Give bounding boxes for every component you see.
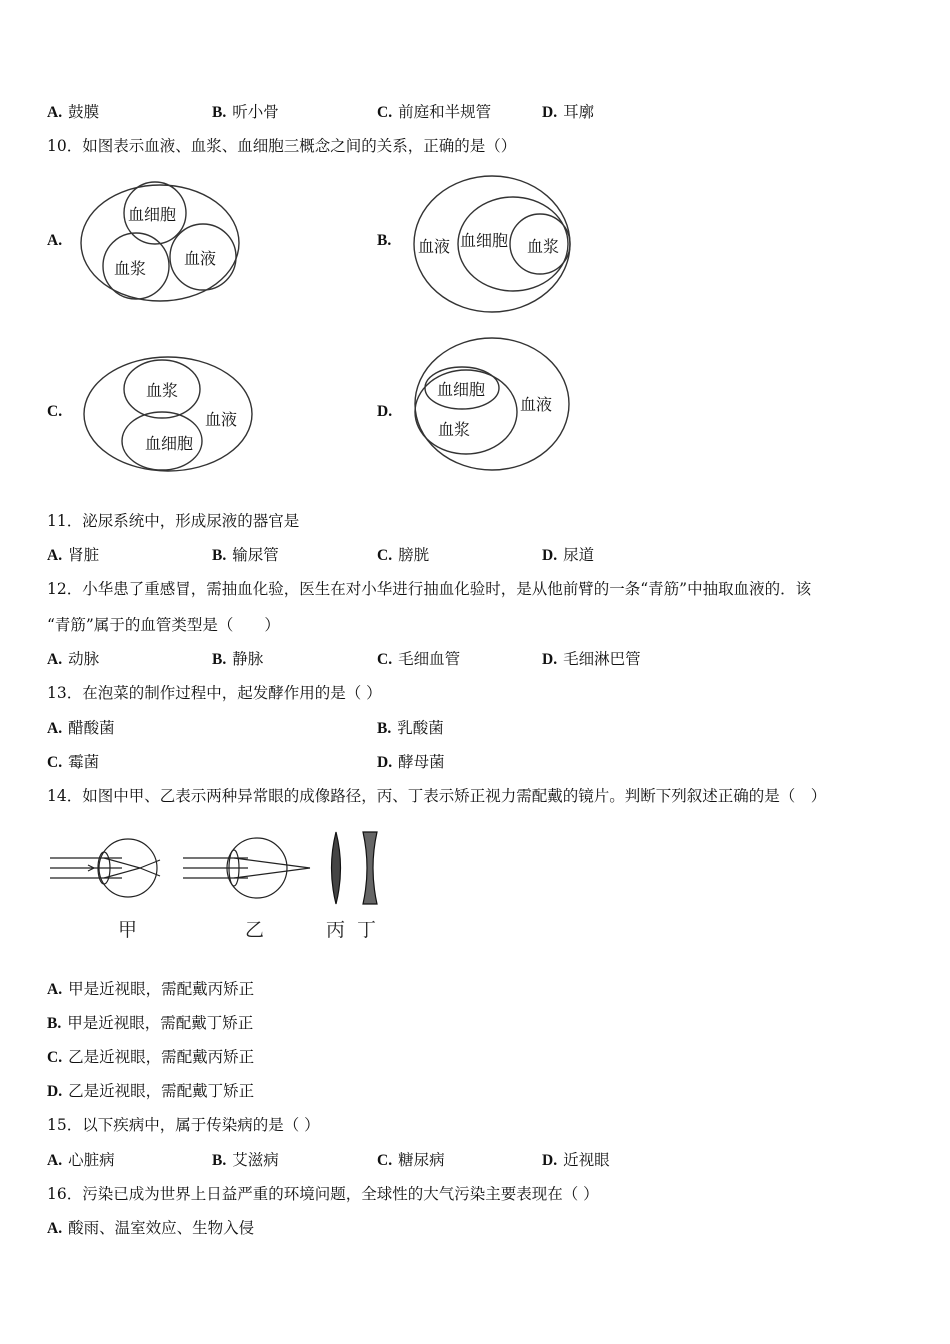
q14-label-yi: 乙 <box>245 919 265 941</box>
q10-label-a: A. <box>47 232 63 249</box>
q13-option-b: B. 乳酸菌 <box>377 719 444 737</box>
q12-option-d: D. 毛细淋巴管 <box>542 650 641 668</box>
q13-option-c: C. 霉菌 <box>47 753 100 771</box>
q11-option-c: C. 膀胱 <box>377 546 430 564</box>
q14-option-a: A. 甲是近视眼，需配戴丙矫正 <box>47 980 255 998</box>
q14-option-d: D. 乙是近视眼，需配戴丁矫正 <box>47 1082 255 1100</box>
q14-label-jia: 甲 <box>118 919 138 941</box>
diagram-a-text-blood: 血液 <box>184 249 217 268</box>
ding-concave-lens <box>363 832 377 904</box>
q14-stem: 14．如图中甲、乙表示两种异常眼的成像路径，丙、丁表示矫正视力需配戴的镜片。判断下列叙述正确的是（ ） <box>47 787 827 805</box>
q15-stem: 15．以下疾病中，属于传染病的是（ ） <box>47 1116 320 1134</box>
q13-option-a: A. 醋酸菌 <box>47 719 115 737</box>
q14-option-b: B. 甲是近视眼，需配戴丁矫正 <box>47 1014 254 1032</box>
q10-label-b: B. <box>377 232 392 249</box>
q14-label-ding: 丁 <box>357 919 377 941</box>
q9-option-d: D. 耳廓 <box>542 103 595 121</box>
q13-option-d: D. 酵母菌 <box>377 753 445 771</box>
q12-option-c: C. 毛细血管 <box>377 650 461 668</box>
q12-option-a: A. 动脉 <box>47 650 100 668</box>
q11-option-b: B. 输尿管 <box>212 546 279 564</box>
q15-option-a: A. 心脏病 <box>47 1151 115 1169</box>
q12-stem-line2: “青筋”属于的血管类型是（ ） <box>47 616 280 634</box>
q14-option-c: C. 乙是近视眼，需配戴丙矫正 <box>47 1048 255 1066</box>
diagram-d-text-plasma: 血浆 <box>438 420 471 439</box>
q12-option-b: B. 静脉 <box>212 650 264 668</box>
q9-option-b: B. 听小骨 <box>212 103 279 121</box>
q11-stem: 11．泌尿系统中，形成尿液的器官是 <box>47 512 300 530</box>
q15-option-b: B. 艾滋病 <box>212 1151 279 1169</box>
q15-option-d: D. 近视眼 <box>542 1151 610 1169</box>
q14-label-bing: 丙 <box>326 919 346 941</box>
diagram-d-text-blood: 血液 <box>520 395 553 414</box>
diagram-d-text-cells: 血细胞 <box>437 380 486 399</box>
q13-stem: 13．在泡菜的制作过程中，起发酵作用的是（ ） <box>47 684 382 702</box>
diagram-b-text-cells: 血细胞 <box>460 231 509 250</box>
q11-option-d: D. 尿道 <box>542 546 595 564</box>
q10-stem: 10．如图表示血液、血浆、血细胞三概念之间的关系，正确的是（） <box>47 137 517 155</box>
diagram-c-text-plasma: 血浆 <box>146 381 179 400</box>
diagram-c-text-cells: 血细胞 <box>145 434 194 453</box>
bing-convex-lens <box>332 832 341 904</box>
q9-option-a: A. 鼓膜 <box>47 103 100 121</box>
diagram-b-text-plasma: 血浆 <box>527 237 560 256</box>
q16-stem: 16．污染已成为世界上日益严重的环境问题，全球性的大气污染主要表现在（ ） <box>47 1185 599 1203</box>
q15-option-c: C. 糖尿病 <box>377 1151 445 1169</box>
q12-stem-line1: 12．小华患了重感冒，需抽血化验，医生在对小华进行抽血化验时，是从他前臂的一条“青筋”中抽取血液的．该 <box>47 580 812 598</box>
q10-label-c: C. <box>47 403 63 420</box>
q11-option-a: A. 肾脏 <box>47 546 100 564</box>
q9-option-c: C. 前庭和半规管 <box>377 103 492 121</box>
diagram-b-text-blood: 血液 <box>418 237 451 256</box>
q16-option-a: A. 酸雨、温室效应、生物入侵 <box>47 1219 255 1237</box>
diagram-c-text-blood: 血液 <box>205 410 238 429</box>
diagram-a-text-plasma: 血浆 <box>114 259 147 278</box>
q14-eye-figure <box>50 832 377 904</box>
q10-label-d: D. <box>377 403 393 420</box>
diagram-a-text-cells: 血细胞 <box>128 205 177 224</box>
